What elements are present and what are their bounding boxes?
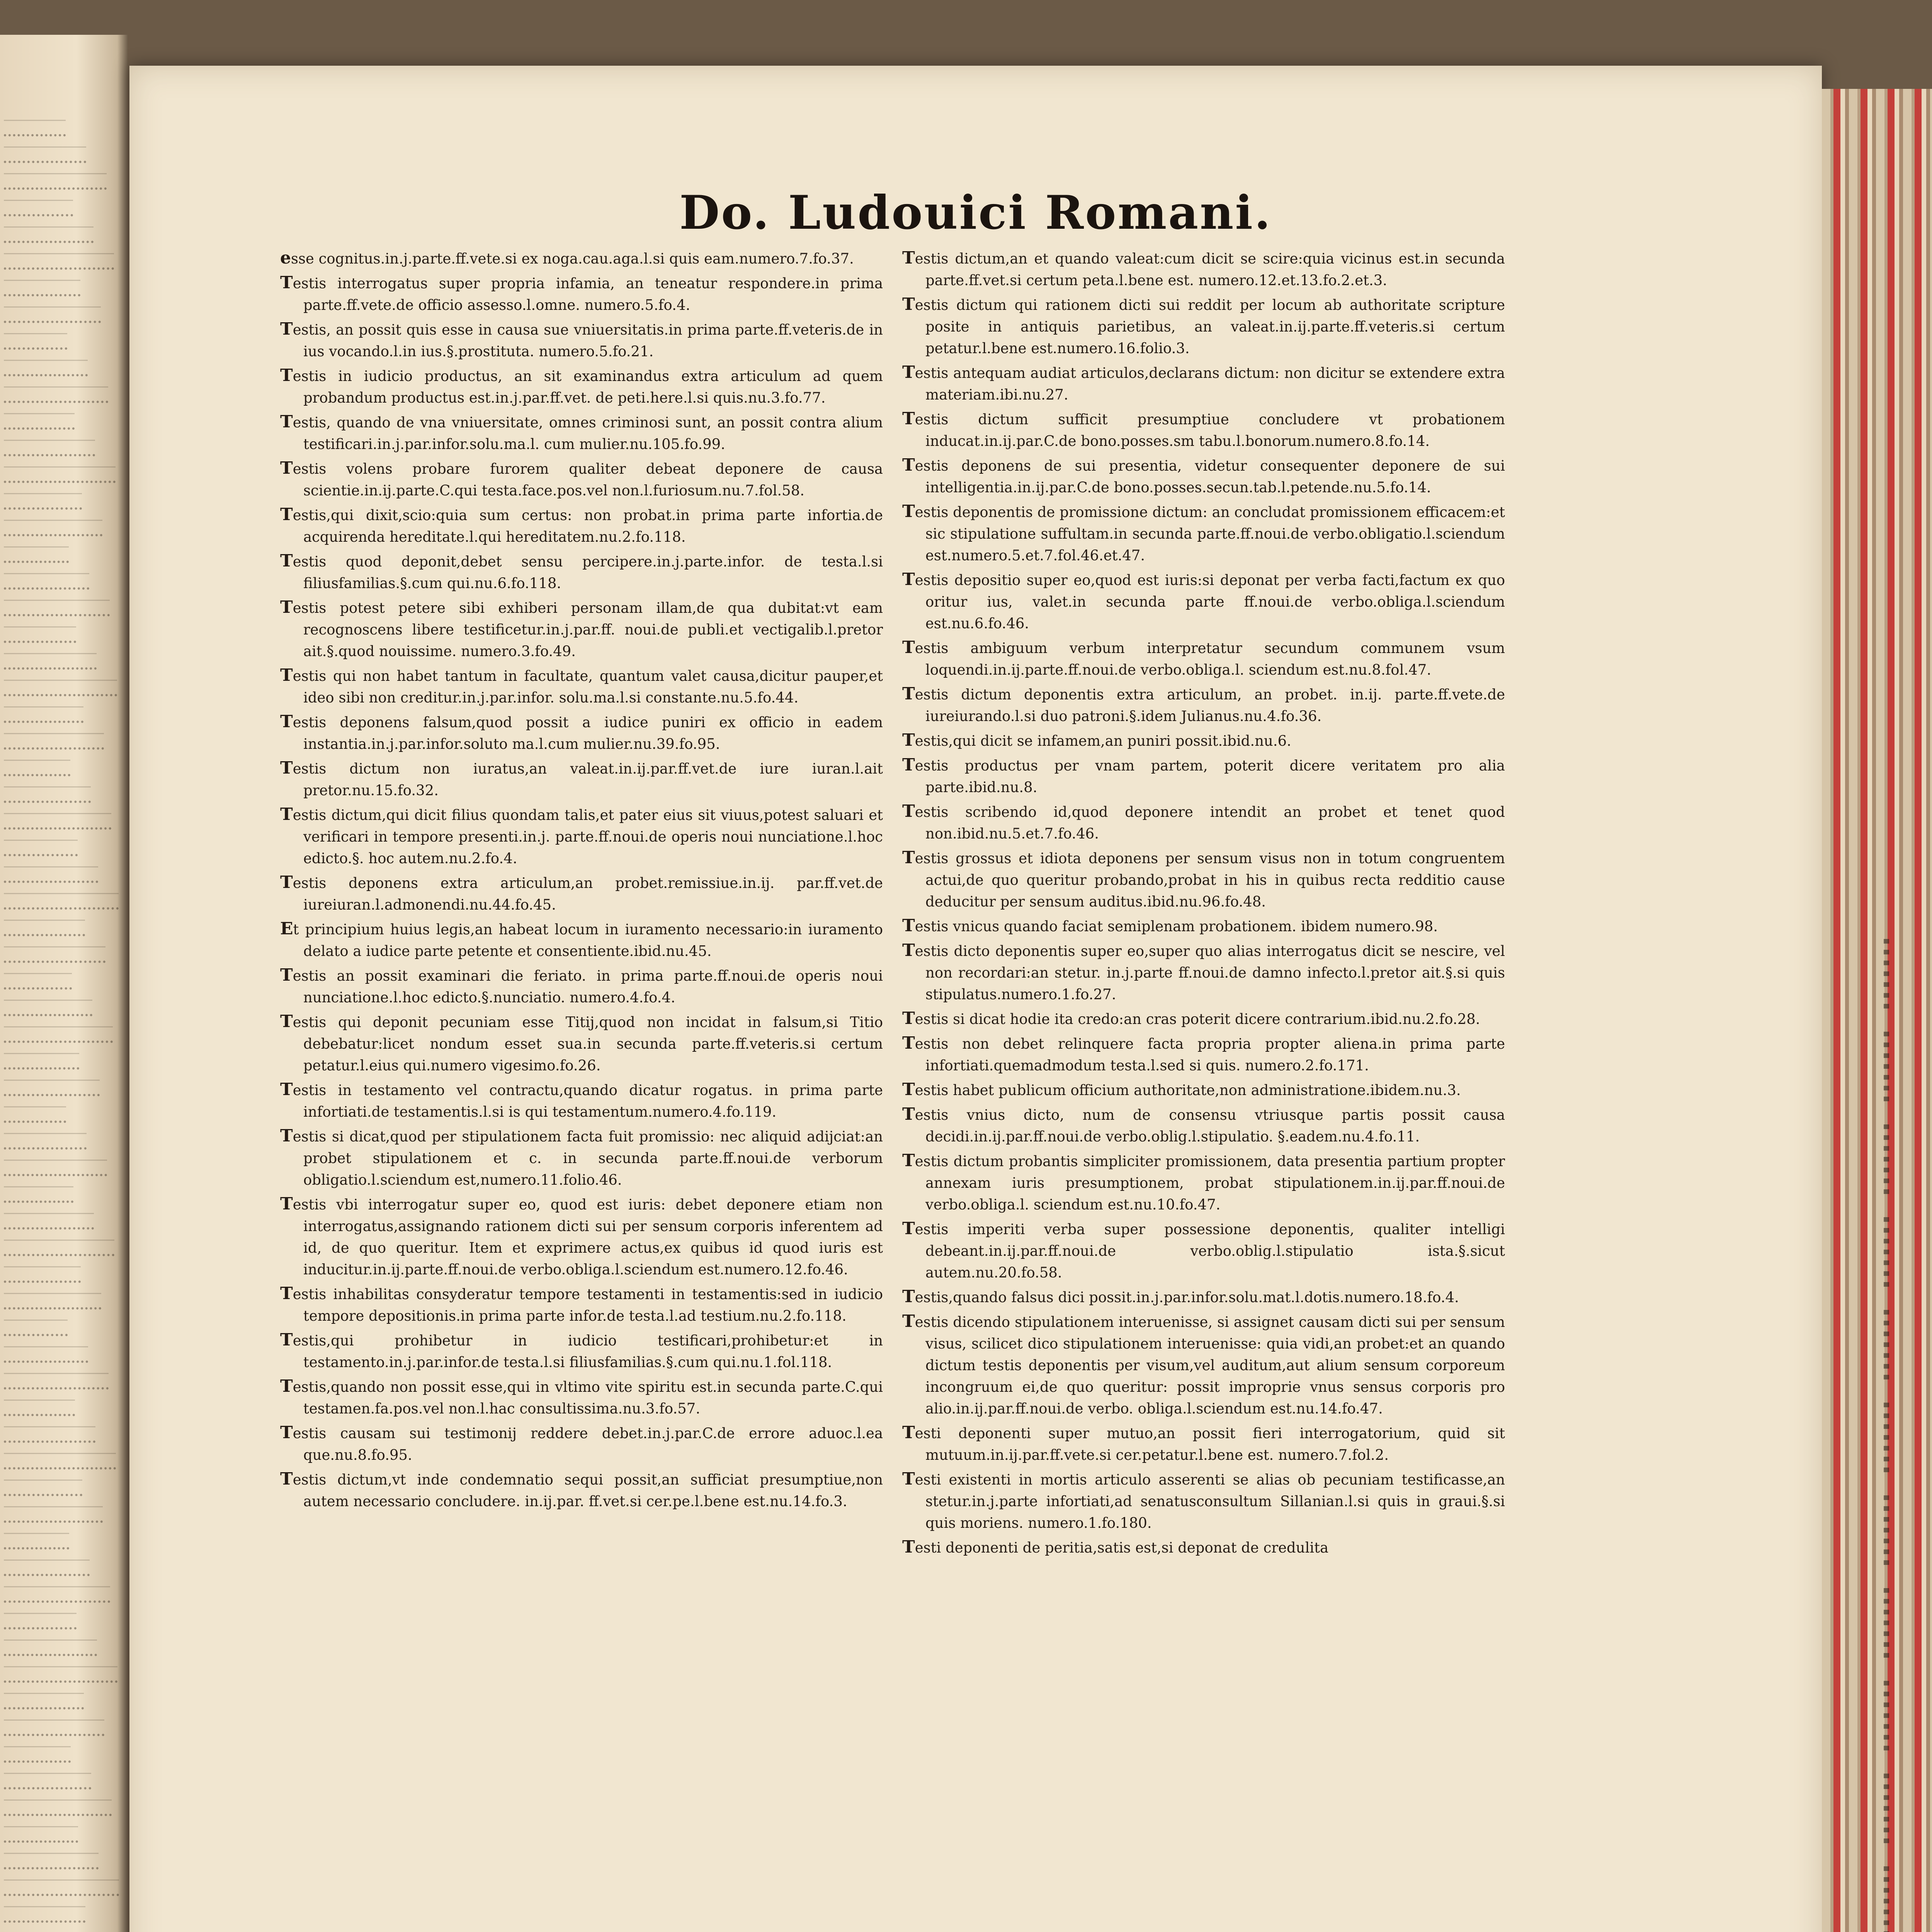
facing-text-line	[4, 1053, 79, 1070]
index-entry: Testis qui deponit pecuniam esse Titij,quod non incidat in falsum,si Titio debebatur:licet nondum esset sua.in secunda parte.ff.veteris.si certum petatur.l.eius qui.numero vigesimo.fo.26.	[280, 1012, 883, 1074]
edge-note-mark	[1884, 1681, 1889, 1750]
facing-text-line	[4, 866, 98, 883]
facing-text-line	[4, 200, 73, 216]
index-entry: Testis, an possit quis esse in causa sue vniuersitatis.in prima parte.ff.veteris.de in ius vocando.l.in ius.§.prostituta. numero.5.fo.21.	[280, 319, 883, 360]
edge-note-mark	[1884, 1495, 1889, 1565]
index-entry: Testis,qui prohibetur in iudicio testificari,prohibetur:et in testamento.in.j.par.infor.de testa.l.si filiusfamilias.§.cum qui.nu.1.fol.118.	[280, 1330, 883, 1371]
facing-page	[0, 35, 128, 1932]
index-entry: Testi deponenti super mutuo,an possit fieri interrogatorium, quid sit mutuum.in.ij.par.ff.vete.si cer.petatur.l.bene est. numero.7.fol.2.	[902, 1423, 1505, 1463]
index-entry: Testi existenti in mortis articulo asserenti se alias ob pecuniam testificasse,an stetur.in.j.parte infortiati,ad senatusconsultum Sillanian.l.si quis in graui.§.si quis moriens. numero.1.fo.180.	[902, 1469, 1505, 1531]
index-entry: Testis si dicat hodie ita credo:an cras poterit dicere contrarium.ibid.nu.2.fo.28.	[902, 1009, 1480, 1028]
index-entry: Testis interrogatus super propria infamia, an teneatur respondere.in prima parte.ff.vete.de officio assesso.l.omne. numero.5.fo.4.	[280, 273, 883, 313]
index-entry: Testis vnius dicto, num de consensu vtriusque partis possit causa decidi.in.ij.par.ff.noui.de verbo.oblig.l.stipulatio. §.eadem.nu.4.fo.11.	[902, 1104, 1505, 1145]
index-entry: Testis deponentis de promissione dictum: an concludat promissionem efficacem:et sic stipulatione suffultam.in secunda parte.ff.noui.de verbo.obligatio.l.sciendum est.numero.5.et.7.fol.46.et.47.	[902, 502, 1505, 564]
index-entry: Testis inhabilitas consyderatur tempore testamenti in testamentis:sed in iudicio tempore depositionis.in prima parte infor.de testa.l.ad testium.nu.2.fo.118.	[280, 1284, 883, 1324]
index-entry: Testis habet publicum officium authoritate,non administratione.ibidem.nu.3.	[902, 1080, 1461, 1099]
index-entry: Testis causam sui testimonij reddere debet.in.j.par.C.de errore aduoc.l.ea que.nu.8.fo.95.	[280, 1423, 883, 1463]
facing-text-line	[4, 1080, 100, 1096]
index-entry: Testis ambiguum verbum interpretatur secundum communem vsum loquendi.in.ij.parte.ff.noui.de verbo.obliga.l. sciendum est.nu.8.fol.47.	[902, 638, 1505, 678]
edge-annotations	[1864, 939, 1911, 1932]
index-entry: Testis, quando de vna vniuersitate, omnes criminosi sunt, an possit contra alium testificari.in.j.par.infor.solu.ma.l. cum mulier.nu.105.fo.99.	[280, 412, 883, 452]
facing-text-line	[4, 1133, 87, 1150]
facing-text-line	[4, 1693, 84, 1709]
index-entry: Testis,qui dixit,scio:quia sum certus: non probat.in prima parte infortia.de acquirenda hereditate.l.qui hereditatem.nu.2.fo.118.	[280, 505, 883, 545]
facing-text-line	[4, 733, 104, 750]
index-entry: Testis dictum deponentis extra articulum, an probet. in.ij. parte.ff.vete.de iureiurando.l.si duo patroni.§.idem Julianus.nu.4.fo.36.	[902, 684, 1505, 724]
facing-text-line	[4, 546, 69, 563]
facing-text-line	[4, 1026, 113, 1043]
index-entry: Testis non debet relinquere facta propria propter aliena.in prima parte infortiati.quemadmodum testa.l.sed si quis. numero.2.fo.171.	[902, 1033, 1505, 1074]
facing-text-line	[4, 1160, 107, 1176]
facing-text-line	[4, 893, 119, 910]
index-entry: Testis qui non habet tantum in facultate, quantum valet causa,dicitur pauper,et ideo sibi non creditur.in.j.par.infor. solu.ma.l.si constante.nu.5.fo.44.	[280, 665, 883, 706]
facing-text-line	[4, 626, 76, 643]
index-entry: Testis vnicus quando faciat semiplenam probationem. ibidem numero.98.	[902, 916, 1438, 935]
facing-text-line	[4, 1906, 85, 1923]
index-entry: Testis scribendo id,quod deponere intendit an probet et tenet quod non.ibid.nu.5.et.7.fo.46.	[902, 801, 1505, 842]
facing-text-line	[4, 653, 97, 670]
edge-note-mark	[1884, 1032, 1889, 1101]
index-entry: Testi deponenti de peritia,satis est,si deponat de credulita	[902, 1537, 1329, 1557]
index-column-right	[902, 247, 1505, 1561]
index-entry: Testis dictum sufficit presumptiue concludere vt probationem inducat.in.ij.par.C.de bono.posses.sm tabu.l.bonorum.numero.8.fo.14.	[902, 409, 1505, 449]
facing-text-line	[4, 1346, 88, 1363]
facing-text-line	[4, 173, 107, 190]
facing-text-line	[4, 1453, 116, 1469]
index-entry: Testis dictum probantis simpliciter promissionem, data presentia partium propter annexam iuris presumptionem, probat stipulationem.in.ij.par.ff.noui.de verbo.obliga.l. sciendum est.nu.10.fo.47.	[902, 1151, 1505, 1213]
index-entry: Testis antequam audiat articulos,declarans dictum: non dicitur se extendere extra materiam.ibi.nu.27.	[902, 362, 1505, 403]
index-entry: Testis dictum,an et quando valeat:cum dicit se scire:quia vicinus est.in secunda parte.ff.vet.si certum peta.l.bene est. numero.12.et.13.fo.2.et.3.	[902, 248, 1505, 289]
facing-text-line	[4, 760, 70, 776]
facing-text-line	[4, 1506, 103, 1523]
index-entry: Testis grossus et idiota deponens per sensum visus non in totum congruentem actui,de quo queritur probando,probat in his in quibus recta redditio cause deducitur per sensum auditus.ibid.nu.96.fo.48.	[902, 848, 1505, 910]
facing-text-line	[4, 1879, 119, 1896]
facing-text-line	[4, 466, 116, 483]
edge-note-mark	[1884, 1217, 1889, 1287]
edge-note-mark	[1884, 939, 1889, 1009]
facing-text-line	[4, 1373, 109, 1389]
facing-text-line	[4, 1186, 73, 1203]
facing-text-line	[4, 840, 78, 856]
facing-text-line	[4, 333, 67, 350]
index-entry: Testis dictum,qui dicit filius quondam talis,et pater eius sit viuus,potest saluari et verificari in tempore presenti.in.j. parte.ff.noui.de operis noui nunciatione.l.hoc edicto.§. hoc autem.nu.2.fo.4.	[280, 804, 883, 867]
facing-text-line	[4, 226, 94, 243]
facing-text-line	[4, 1266, 81, 1283]
index-entry: Testis in testamento vel contractu,quando dicatur rogatus. in prima parte infortiati.de testamentis.l.si is qui testamentum.numero.4.fo.119.	[280, 1080, 883, 1120]
index-entry: Testis deponens de sui presentia, videtur consequenter deponere de sui intelligentia.in.ij.par.C.de bono.posses.secun.tab.l.petende.nu.5.fo.14.	[902, 455, 1505, 496]
facing-text-line	[4, 1639, 97, 1656]
index-entry: Testis deponens extra articulum,an probet.remissiue.in.ij. par.ff.vet.de iureiuran.l.admonendi.nu.44.fo.45.	[280, 872, 883, 913]
facing-text-line	[4, 1826, 78, 1843]
index-entry: Testis dictum,vt inde condemnatio sequi possit,an sufficiat presumptiue,non autem necessario concludere. in.ij.par. ff.vet.si cer.pe.l.bene est.nu.14.fo.3.	[280, 1469, 883, 1510]
facing-text-line	[4, 973, 72, 990]
facing-text-line	[4, 253, 114, 270]
facing-text-line	[4, 1533, 69, 1549]
facing-text-line	[4, 1666, 117, 1683]
edge-note-mark	[1884, 1774, 1889, 1843]
facing-text-line	[4, 706, 83, 723]
facing-text-line	[4, 386, 108, 403]
index-entry: Testis dicendo stipulationem interuenisse, si assignet causam dicti sui per sensum visus, scilicet dico stipulationem interuenisse: quia vidi,an probet:et an quando dictum testis deponentis per visum,vel auditum,aut alium sensum corporeum incongruum ei,de quo queritur: possit improprie vnus sensus corporis pro alio.in.ij.par.ff.noui.de verbo. obliga.l.sciendum est.nu.14.fo.47.	[902, 1311, 1505, 1417]
edge-note-mark	[1884, 1310, 1889, 1379]
facing-text-line	[4, 920, 85, 936]
facing-text-line	[4, 1773, 91, 1789]
page-fore-edge	[1822, 89, 1932, 1932]
facing-text-line	[4, 1426, 95, 1443]
facing-text-line	[4, 280, 80, 296]
index-entry: Testis dicto deponentis super eo,super quo alias interrogatus dicit se nescire, vel non recordari:an stetur. in.j.parte ff.noui.de damno infecto.l.pretor ait.§.si quis stipulatus.numero.1.fo.27.	[902, 940, 1505, 1003]
index-entry: Et principium huius legis,an habeat locum in iuramento necessario:in iuramento delato a iudice parte petente et consentiente.ibid.nu.45.	[280, 919, 883, 959]
facing-text-line	[4, 786, 91, 803]
index-entry: Testis dictum non iuratus,an valeat.in.ij.par.ff.vet.de iure iuran.l.ait pretor.nu.15.fo.32.	[280, 758, 883, 799]
facing-text-line	[4, 1613, 77, 1629]
facing-text-line	[4, 1106, 66, 1123]
facing-text-line	[4, 493, 82, 510]
facing-text-line	[4, 600, 110, 616]
facing-text-line	[4, 680, 117, 696]
index-entry: Testis potest petere sibi exhiberi personam illam,de qua dubitat:vt eam recognoscens libere testificetur.in.j.par.ff. noui.de publi.et vectigalib.l.pretor ait.§.quod nouissime. numero.3.fo.49.	[280, 597, 883, 660]
facing-text-line	[4, 813, 111, 830]
facing-text-line	[4, 1719, 104, 1736]
facing-text-line	[4, 520, 102, 536]
facing-text-line	[4, 1293, 101, 1310]
index-entry: Testis volens probare furorem qualiter debeat deponere de causa scientie.in.ij.parte.C.qui testa.face.pos.vel non.l.furiosum.nu.7.fol.58.	[280, 458, 883, 499]
facing-text-line	[4, 1746, 71, 1763]
edge-note-mark	[1884, 1124, 1889, 1194]
book-page	[129, 66, 1822, 1932]
index-entry: esse cognitus.in.j.parte.ff.vete.si ex noga.cau.aga.l.si quis eam.numero.7.fo.37.	[280, 248, 854, 268]
facing-text-line	[4, 1799, 112, 1816]
index-entry: Testis an possit examinari die feriato. in prima parte.ff.noui.de operis noui nunciatione.l.hoc edicto.§.nunciatio. numero.4.fo.4.	[280, 965, 883, 1006]
index-entry: Testis,qui dicit se infamem,an puniri possit.ibid.nu.6.	[902, 730, 1291, 750]
facing-text-line	[4, 1480, 82, 1496]
index-entry: Testis si dicat,quod per stipulationem facta fuit promissio: nec aliquid adijciat:an probet stipulationem et c. in secunda parte.ff.noui.de verborum obligatio.l.sciendum est,numero.11.folio.46.	[280, 1126, 883, 1188]
index-entry: Testis productus per vnam partem, poterit dicere veritatem pro alia parte.ibid.nu.8.	[902, 755, 1505, 796]
facing-text-line	[4, 1000, 92, 1016]
index-entry: Testis vbi interrogatur super eo, quod est iuris: debet deponere etiam non interrogatus,assignando rationem dicti sui per sensum corporis inferentem ad id, de quo queritur. Item et exprimere actus,ex quibus id quod iuris est inducitur.in.ij.parte.ff.noui.de verbo.obliga.l.sciendum est.numero.12.fo.46.	[280, 1194, 883, 1278]
facing-text-line	[4, 1853, 99, 1869]
facing-text-line	[4, 573, 89, 590]
index-entry: Testis depositio super eo,quod est iuris:si deponat per verba facti,factum ex quo oritur ius, valet.in secunda parte ff.noui.de verbo.obliga.l.sciendum est.nu.6.fo.46.	[902, 570, 1505, 632]
facing-text-line	[4, 146, 86, 163]
facing-text-line	[4, 1320, 68, 1336]
facing-text-line	[4, 306, 101, 323]
facing-page-text	[4, 120, 120, 1932]
facing-text-line	[4, 413, 75, 430]
index-entry: Testis imperiti verba super possessione deponentis, qualiter intelligi debeant.in.ij.par.ff.noui.de verbo.oblig.l.stipulatio ista.§.sicut autem.nu.20.fo.58.	[902, 1219, 1505, 1281]
facing-text-line	[4, 1560, 90, 1576]
index-entry: Testis quod deponit,debet sensu percipere.in.j.parte.infor. de testa.l.si filiusfamilias.§.cum qui.nu.6.fo.118.	[280, 551, 883, 592]
edge-note-mark	[1884, 1588, 1889, 1658]
index-entry: Testis deponens falsum,quod possit a iudice puniri ex officio in eadem instantia.in.j.par.infor.soluto ma.l.cum mulier.nu.39.fo.95.	[280, 712, 883, 752]
index-entry: Testis in iudicio productus, an sit examinandus extra articulum ad quem probandum productus est.in.j.par.ff.vet. de peti.here.l.si quis.nu.3.fo.77.	[280, 366, 883, 406]
facing-text-line	[4, 946, 105, 963]
edge-note-mark	[1884, 1403, 1889, 1472]
facing-text-line	[4, 440, 95, 456]
edge-note-mark	[1884, 1866, 1889, 1932]
facing-text-line	[4, 1586, 110, 1603]
facing-text-line	[4, 1400, 75, 1416]
index-entry: Testis dictum qui rationem dicti sui reddit per locum ab authoritate scripture posite in antiquis parietibus, an valeat.in.ij.parte.ff.veteris.si certum petatur.l.bene est.numero.16.folio.3.	[902, 294, 1505, 357]
facing-text-line	[4, 1213, 94, 1230]
facing-text-line	[4, 1240, 114, 1256]
facing-text-line	[4, 120, 66, 136]
facing-text-line	[4, 360, 88, 376]
running-header: Do. Ludouici Romani.	[679, 185, 1272, 240]
index-entry: Testis,quando falsus dici possit.in.j.par.infor.solu.mat.l.dotis.numero.18.fo.4.	[902, 1287, 1459, 1306]
index-entry: Testis,quando non possit esse,qui in vltimo vite spiritu est.in secunda parte.C.qui testamen.fa.pos.vel non.l.hac consultissima.nu.3.fo.57.	[280, 1376, 883, 1417]
index-column-left	[280, 247, 883, 1515]
